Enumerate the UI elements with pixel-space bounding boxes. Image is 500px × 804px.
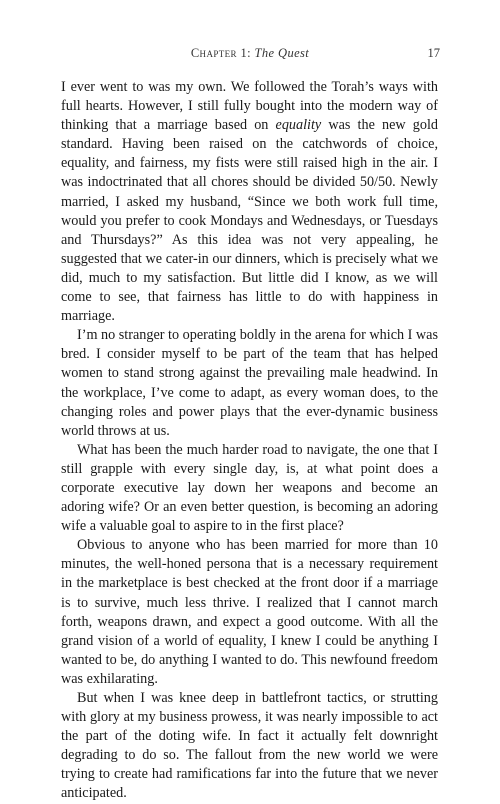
paragraph: [61, 78, 438, 326]
running-head: [0, 46, 500, 66]
chapter-label: Chapter 1:: [190, 46, 252, 60]
paragraph-text: I ever went to was my own. We followed the Torah’s ways with full hearts. However, I still fully bought into the modern way of thinking that a marriage based on: [61, 79, 438, 134]
chapter-title: The Quest: [254, 46, 310, 60]
chapter-heading: [0, 46, 500, 61]
paragraph-text: was the new gold standard. Having been raised on the catchwords of choice, equality, and fairness, my fists were still raised high in the air. I was indoctrinated that all chores should be divided 50/50. Newly married, I asked my husband, “Since we both work full time, would you prefer to cook Mondays and Wednesdays, or Tuesdays and Thursdays?” As this idea was not very appealing, he suggested that we cater-in our dinners, which is precisely what we did, much to my satisfaction. But little did I know, as we will come to see, that fairness has little to do with happiness in marriage.: [61, 117, 438, 325]
paragraph: But when I was knee deep in battlefront tactics, or strutting with glory at my business prowess, it was nearly impossible to act the part of the doting wife. In fact it actually felt downright degrading to do so. The fallout from the new world we were trying to create had ramifications far into the future that we never anticipated.: [61, 690, 438, 802]
paragraph: What has been the much harder road to navigate, the one that I still grapple with every single day, is, at what point does a corporate executive lay down her weapons and become an adoring wife? Or an even better question, is becoming an adoring wife a valuable goal to aspire to in the first place?: [61, 441, 438, 535]
paragraph: I’m no stranger to operating boldly in the arena for which I was bred. I consider myself to be part of the team that has helped women to stand strong against the prevailing male headwind. In the workplace, I’ve come to adapt, as every woman does, to the changing roles and power plays that the ever-dynamic business world throws at us.: [61, 327, 438, 439]
page-number: 17: [427, 46, 440, 60]
body-text: [61, 78, 438, 804]
paragraph: Obvious to anyone who has been married for more than 10 minutes, the well-honed persona that is a necessary requirement in the marketplace is best checked at the front door if a marriage is to survive, much less thrive. I realized that I cannot march forth, weapons drawn, and expect a good outcome. With all the grand vision of a world of equality, I knew I could be anything I wanted to be, do anything I wanted to do. This newfound freedom was exhilarating.: [61, 537, 438, 687]
emphasized-word: equality: [275, 117, 322, 134]
